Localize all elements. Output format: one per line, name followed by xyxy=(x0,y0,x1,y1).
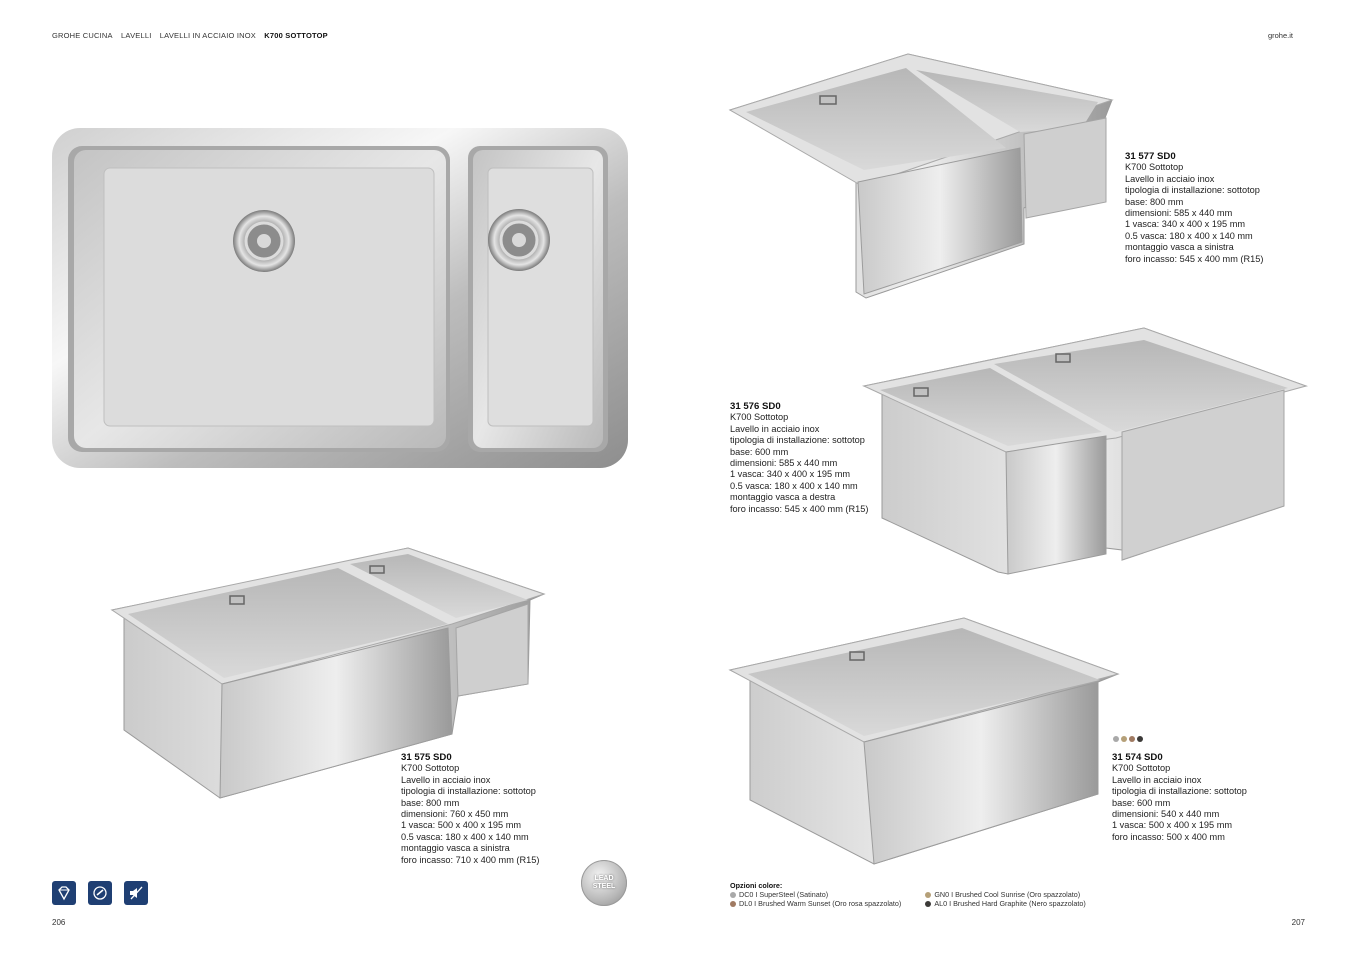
spec-line: K700 Sottotop xyxy=(1112,763,1171,774)
color-option[interactable] xyxy=(730,899,901,908)
spec-line: base: 600 mm xyxy=(1112,797,1171,808)
spec-line: foro incasso: 545 x 400 mm (R15) xyxy=(1125,253,1264,264)
sink-31577-image xyxy=(730,52,1130,300)
swatch-dot[interactable] xyxy=(1113,736,1119,742)
page-number-left: 206 xyxy=(52,918,66,927)
breadcrumb-item[interactable]: LAVELLI xyxy=(121,31,152,40)
spec-line: K700 Sottotop xyxy=(1125,162,1184,173)
sink-top-view-image xyxy=(52,128,628,468)
spec-31574 xyxy=(1112,752,1247,843)
spec-line: tipologia di installazione: sottotop xyxy=(401,786,536,797)
spec-31577 xyxy=(1125,151,1263,265)
spec-line: tipologia di installazione: sottotop xyxy=(1112,786,1247,797)
spec-line: 0.5 vasca: 180 x 400 x 140 mm xyxy=(1125,230,1253,241)
swatch-dot[interactable] xyxy=(1129,736,1135,742)
spec-line: 1 vasca: 500 x 400 x 195 mm xyxy=(1112,820,1233,831)
color-options-title: Opzioni colore: xyxy=(730,881,783,890)
spec-line: foro incasso: 545 x 400 mm (R15) xyxy=(730,503,869,514)
color-dot xyxy=(925,901,931,907)
breadcrumb-current: K700 SOTTOTOP xyxy=(264,31,328,40)
spec-line: K700 Sottotop xyxy=(730,412,789,423)
product-code: 31 575 SD0 xyxy=(401,752,452,763)
color-option-label: DC0 I SuperSteel (Satinato) xyxy=(739,890,829,899)
badge-text: LEAD xyxy=(594,875,614,882)
spec-line: dimensioni: 760 x 450 mm xyxy=(401,809,509,820)
clean-icon xyxy=(88,881,112,905)
diamond-icon xyxy=(52,881,76,905)
color-dot xyxy=(730,892,736,898)
spec-line: base: 800 mm xyxy=(401,797,460,808)
spec-line: 1 vasca: 500 x 400 x 195 mm xyxy=(401,820,522,831)
product-code: 31 577 SD0 xyxy=(1125,151,1176,162)
spec-31576 xyxy=(730,401,868,515)
site-link[interactable]: grohe.it xyxy=(1267,31,1293,40)
color-option-label: AL0 I Brushed Hard Graphite (Nero spazzolato) xyxy=(934,899,1086,908)
spec-line: 1 vasca: 340 x 400 x 195 mm xyxy=(1125,219,1246,230)
color-options xyxy=(730,881,1086,908)
spec-line: montaggio vasca a destra xyxy=(730,492,836,503)
spec-line: 0.5 vasca: 180 x 400 x 140 mm xyxy=(730,480,858,491)
spec-line: 1 vasca: 340 x 400 x 195 mm xyxy=(730,469,851,480)
breadcrumb-item[interactable]: LAVELLI IN ACCIAIO INOX xyxy=(159,31,256,40)
badge-text: STEEL xyxy=(592,883,616,890)
spec-line: montaggio vasca a sinistra xyxy=(1125,242,1234,253)
sound-dampening-icon xyxy=(124,881,148,905)
swatch-dot[interactable] xyxy=(1121,736,1127,742)
product-code: 31 576 SD0 xyxy=(730,401,781,412)
sink-31576-image xyxy=(864,328,1306,576)
spec-line: foro incasso: 710 x 400 mm (R15) xyxy=(401,854,540,865)
spec-line: base: 600 mm xyxy=(730,446,789,457)
color-swatches xyxy=(1113,736,1143,742)
spec-line: Lavello in acciaio inox xyxy=(1125,173,1215,184)
color-dot xyxy=(925,892,931,898)
spec-line: dimensioni: 585 x 440 mm xyxy=(1125,208,1233,219)
spec-line: tipologia di installazione: sottotop xyxy=(1125,185,1260,196)
spec-line: Lavello in acciaio inox xyxy=(730,423,820,434)
breadcrumb-item[interactable]: GROHE CUCINA xyxy=(52,31,113,40)
spec-line: tipologia di installazione: sottotop xyxy=(730,435,865,446)
product-code: 31 574 SD0 xyxy=(1112,752,1163,763)
color-dot xyxy=(730,901,736,907)
page-number-right: 207 xyxy=(1291,918,1305,927)
color-option[interactable] xyxy=(730,890,901,899)
spec-line: Lavello in acciaio inox xyxy=(401,774,491,785)
spec-line: montaggio vasca a sinistra xyxy=(401,843,510,854)
color-option[interactable] xyxy=(925,890,1085,899)
spec-line: foro incasso: 500 x 400 mm xyxy=(1112,831,1225,842)
spec-line: 0.5 vasca: 180 x 400 x 140 mm xyxy=(401,831,529,842)
spec-line: Lavello in acciaio inox xyxy=(1112,774,1202,785)
spec-31575 xyxy=(401,752,539,866)
sink-31574-image xyxy=(730,618,1118,864)
color-option-label: GN0 I Brushed Cool Sunrise (Oro spazzolato) xyxy=(934,890,1081,899)
spec-line: dimensioni: 540 x 440 mm xyxy=(1112,809,1220,820)
breadcrumb xyxy=(52,31,334,40)
swatch-dot[interactable] xyxy=(1137,736,1143,742)
color-option-label: DL0 I Brushed Warm Sunset (Oro rosa spazzolato) xyxy=(739,899,902,908)
spec-line: dimensioni: 585 x 440 mm xyxy=(730,458,838,469)
color-option[interactable] xyxy=(925,899,1085,908)
lead-steel-badge xyxy=(581,860,627,906)
spec-line: base: 800 mm xyxy=(1125,196,1184,207)
spec-line: K700 Sottotop xyxy=(401,763,460,774)
